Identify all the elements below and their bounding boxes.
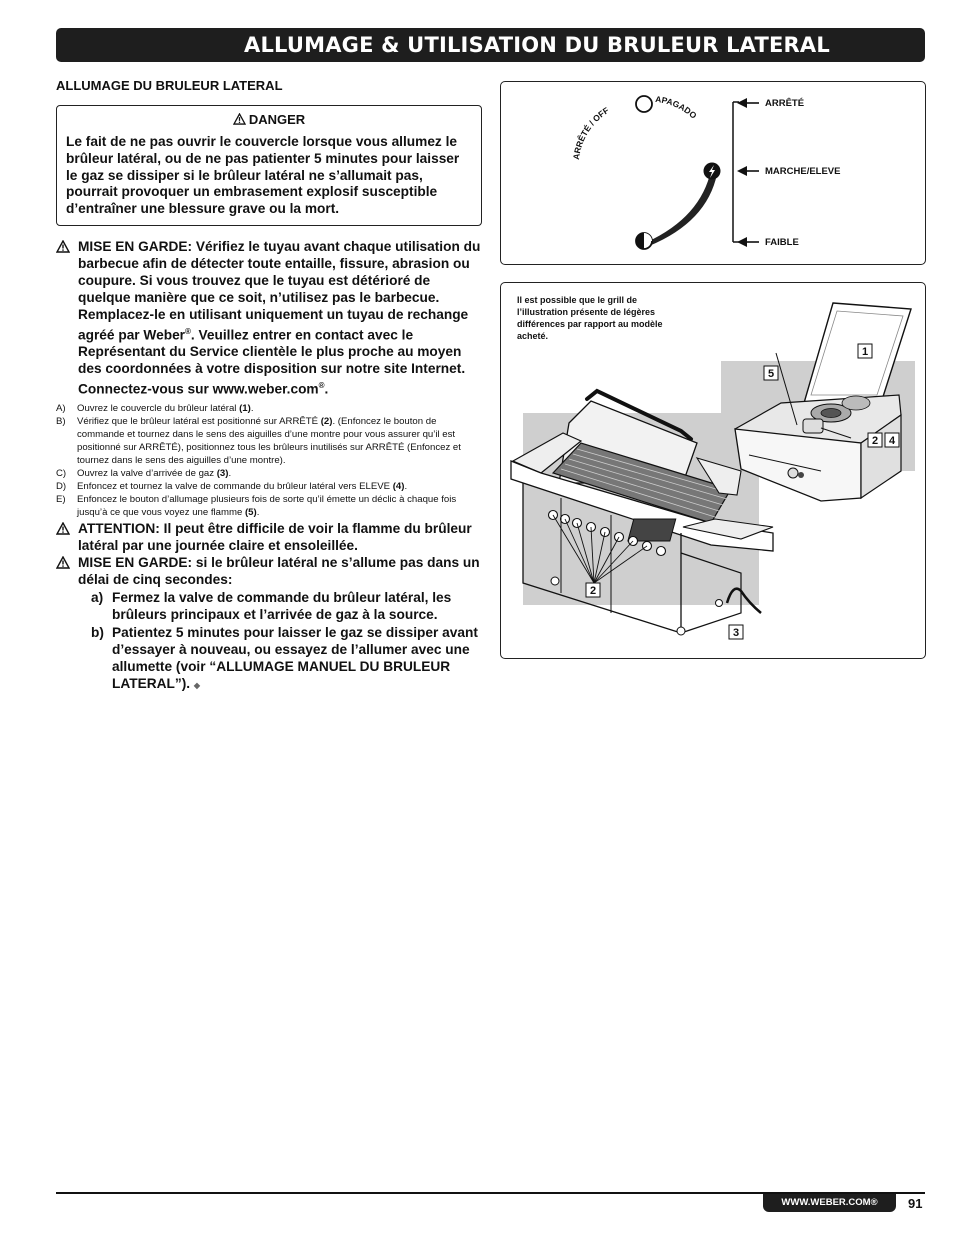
step-text: . (228, 467, 232, 479)
step-ref: (1) (239, 403, 251, 415)
step-b (56, 416, 484, 468)
attention-note (56, 521, 484, 555)
step-label: E) (56, 493, 66, 505)
danger-heading (66, 112, 472, 127)
page-title: ALLUMAGE & UTILISATION DU BRULEUR LATERAL (244, 33, 830, 57)
off-position-icon (636, 96, 652, 112)
sub-step-label: a) (91, 590, 104, 606)
label-low: FAIBLE (765, 237, 799, 248)
callout-5: 5 (767, 368, 775, 380)
arrow-icon (737, 237, 759, 247)
warning-hose-check (56, 239, 484, 398)
arrow-icon (737, 166, 759, 176)
step-ref: (2) (320, 416, 333, 428)
warning-triangle-icon (233, 113, 246, 125)
instructions-column (56, 78, 484, 694)
registered-mark: ® (318, 380, 325, 390)
sub-step-text: Patientez 5 minutes pour laisser le gaz se dissiper avant d’essayer à nouveau, ou essayez de l’allumer avec une allumette (voir “ALLUMAGE MANUEL DU BRULEUR LATERAL”). (112, 624, 478, 691)
sub-step-a (56, 590, 484, 624)
step-label: B) (56, 416, 66, 428)
step-label: D) (56, 480, 67, 492)
knob-diagram-panel (500, 81, 926, 265)
step-text: Enfoncez le bouton d’allumage plusieurs fois de sorte qu’il émette un déclic à chaque fois jusqu’à ce que vous voyez une flamme (77, 493, 457, 518)
step-label: C) (56, 467, 67, 479)
attention-text: ATTENTION: Il peut être difficile de voir la flamme du brûleur latéral par une journée claire et ensoleillée. (78, 521, 472, 554)
section-title: ALLUMAGE DU BRULEUR LATERAL (56, 78, 283, 93)
grill-diagram-panel (500, 282, 926, 659)
step-ref: (5) (244, 506, 257, 518)
callout-2: 2 (871, 435, 879, 447)
callout-3: 3 (732, 627, 740, 639)
knob-diagram (501, 82, 925, 264)
website-link[interactable]: WWW.WEBER.COM® (763, 1194, 896, 1212)
warning-triangle-icon (56, 240, 70, 253)
warning-text: MISE EN GARDE: si le brûleur latéral ne s’allume pas dans un délai de cinq secondes: (78, 555, 480, 588)
callout-2-main: 2 (589, 585, 597, 597)
label-off: ARRÊTÉ (765, 98, 805, 109)
sub-step-b (56, 625, 484, 695)
step-e (56, 494, 484, 520)
step-ref: (4) (392, 480, 405, 492)
step-text: . (404, 480, 408, 492)
registered-mark: ® (185, 326, 191, 336)
step-a (56, 403, 484, 416)
page-number: 91 (908, 1196, 923, 1211)
step-text: Ouvrez le couvercle du brûleur latéral (77, 403, 240, 415)
page-header (56, 28, 925, 62)
warning-no-ignition (56, 555, 484, 589)
warning-triangle-icon (56, 556, 70, 569)
label-high: MARCHE/ELEVE (765, 166, 841, 177)
step-label: A) (56, 403, 66, 415)
callout-4: 4 (888, 435, 896, 447)
warning-triangle-icon (56, 522, 70, 535)
step-text: . (250, 403, 254, 415)
step-text: Enfoncez et tournez la valve de commande du brûleur latéral vers ELEVE (77, 480, 393, 492)
warning-text-post: . Veuillez entrer en contact avec le Représentant du Service clientèle le plus proche au moyen des coordonnées à votre disposition sur notre site Internet. Connectez-vous sur www.weber.com (78, 327, 466, 397)
warning-text-pre: MISE EN GARDE: Vérifiez le tuyau avant chaque utilisation du barbecue afin de détecter toute entaille, fissure, abrasion ou coupure. Si vous trouvez que le tuyau est détérioré de quelque manière que ce soit, n’utilisez pas le barbecue. Remplacez-le en utilisant uniquement un tuyau de rechange agréé par Weber (78, 238, 481, 343)
step-d (56, 481, 484, 494)
danger-box (56, 105, 482, 226)
warning-text-end: . (324, 381, 329, 397)
step-text: Ouvrez la valve d’arrivée de gaz (77, 467, 217, 479)
callout-1: 1 (861, 346, 869, 358)
step-ref: (3) (216, 467, 229, 479)
danger-title: DANGER (248, 112, 306, 127)
step-text: Vérifiez que le brûleur latéral est positionné sur ARRÊTÉ (77, 416, 321, 428)
sub-step-text: Fermez la valve de commande du brûleur latéral, les brûleurs principaux et l’arrivée de gaz à la source. (112, 590, 452, 622)
dial-off-label: ARRÊTÉ / OFF (570, 105, 611, 161)
step-text: . (Enfoncez le bouton de commande et tournez dans le sens des aiguilles d’une montre pour vous assurer qu’il est positionné sur ARRÊTÉ), positionnez tous les brûleurs inutilisés sur ARRÊTÉ (Enfoncez et tournez dans le sens des aiguilles d’une montre). (77, 416, 461, 466)
dial-range-arc (647, 170, 717, 246)
step-text: . (256, 506, 260, 518)
disclaimer-note: Il est possible que le grill de l’illustration présente de légères différences par rapport au modèle acheté. (517, 295, 663, 341)
lighting-steps (56, 403, 484, 519)
arrow-icon (737, 98, 759, 108)
sub-step-label: b) (91, 624, 104, 640)
end-diamond-icon: ◆ (193, 680, 201, 690)
dial-apagado-label: APAGADO (654, 93, 699, 121)
step-c (56, 468, 484, 481)
grill-diagram (501, 283, 925, 658)
danger-text: Le fait de ne pas ouvrir le couvercle lorsque vous allumez le brûleur latéral, ou de ne pas patienter 5 minutes pour laisser le gaz se dissiper si le brûleur latéral ne s’allumait pas, pourrait provoquer un embrasement explosif susceptible d’entraîner une blessure grave ou la mort. (66, 134, 460, 217)
